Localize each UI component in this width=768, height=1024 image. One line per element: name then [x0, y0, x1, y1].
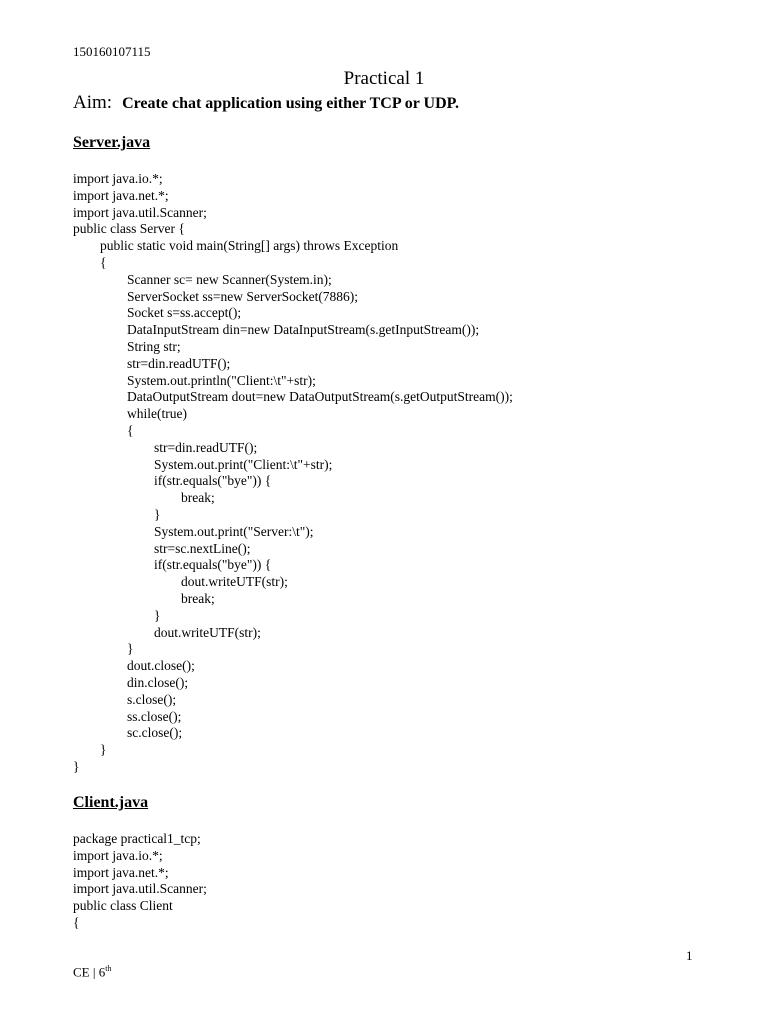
code-line: public static void main(String[] args) throws Exception — [100, 238, 399, 254]
code-line: s.close(); — [127, 691, 177, 707]
code-line: { — [73, 914, 80, 930]
code-line: System.out.print("Server:\t"); — [154, 523, 314, 539]
server-java-heading: Server.java — [73, 134, 151, 151]
code-line: } — [127, 641, 134, 657]
code-line: } — [154, 506, 161, 522]
code-line: System.out.print("Client:\t"+str); — [154, 456, 333, 472]
client-java-heading: Client.java — [73, 794, 149, 811]
code-line: { — [127, 422, 134, 438]
code-line: import java.util.Scanner; — [73, 881, 207, 897]
page-title: Practical 1 — [343, 68, 425, 89]
code-line: str=sc.nextLine(); — [154, 540, 251, 556]
aim-label: Aim: — [73, 92, 113, 113]
code-line: import java.net.*; — [73, 187, 169, 203]
footer-course-superscript: th — [105, 964, 112, 973]
code-line: if(str.equals("bye")) { — [154, 557, 272, 573]
code-line: import java.io.*; — [73, 171, 163, 186]
code-line: } — [154, 607, 161, 623]
code-line: DataOutputStream dout=new DataOutputStream(s.getOutputStream()); — [127, 389, 513, 405]
code-line: import java.io.*; — [73, 847, 163, 863]
code-line: break; — [181, 490, 215, 506]
code-line: if(str.equals("bye")) { — [154, 473, 272, 489]
code-line: str=din.readUTF(); — [127, 355, 231, 371]
page-number: 1 — [686, 948, 693, 963]
footer-course-text: CE | 6 — [73, 964, 106, 980]
code-line: Socket s=ss.accept(); — [127, 305, 242, 321]
code-line: ServerSocket ss=new ServerSocket(7886); — [127, 288, 359, 304]
code-line: Scanner sc= new Scanner(System.in); — [127, 271, 332, 287]
code-line: str=din.readUTF(); — [154, 439, 258, 455]
code-line: dout.close(); — [127, 658, 195, 674]
code-line: break; — [181, 590, 215, 606]
code-line: public class Server { — [73, 221, 185, 237]
code-line: import java.net.*; — [73, 864, 169, 880]
server-code-block — [73, 171, 513, 776]
footer-course — [73, 964, 111, 980]
code-line: import java.util.Scanner; — [73, 204, 207, 220]
client-code-block — [73, 831, 207, 932]
roll-number: 150160107115 — [73, 44, 151, 59]
aim-text: Create chat application using either TCP or UDP. — [122, 95, 459, 112]
code-line: DataInputStream din=new DataInputStream(s.getInputStream()); — [127, 322, 480, 338]
code-line: public class Client — [73, 898, 173, 914]
code-line: din.close(); — [127, 674, 189, 690]
code-line: while(true) — [127, 406, 187, 422]
code-line: System.out.println("Client:\t"+str); — [127, 372, 316, 388]
code-line: } — [73, 758, 80, 774]
aim-statement — [73, 92, 459, 114]
code-line: { — [100, 254, 107, 270]
code-line: dout.writeUTF(str); — [154, 624, 261, 640]
code-line: } — [100, 742, 107, 758]
code-line: package practical1_tcp; — [73, 831, 201, 846]
code-line: dout.writeUTF(str); — [181, 574, 288, 590]
code-line: String str; — [127, 338, 181, 354]
code-line: ss.close(); — [127, 708, 182, 724]
code-line: sc.close(); — [127, 725, 183, 741]
